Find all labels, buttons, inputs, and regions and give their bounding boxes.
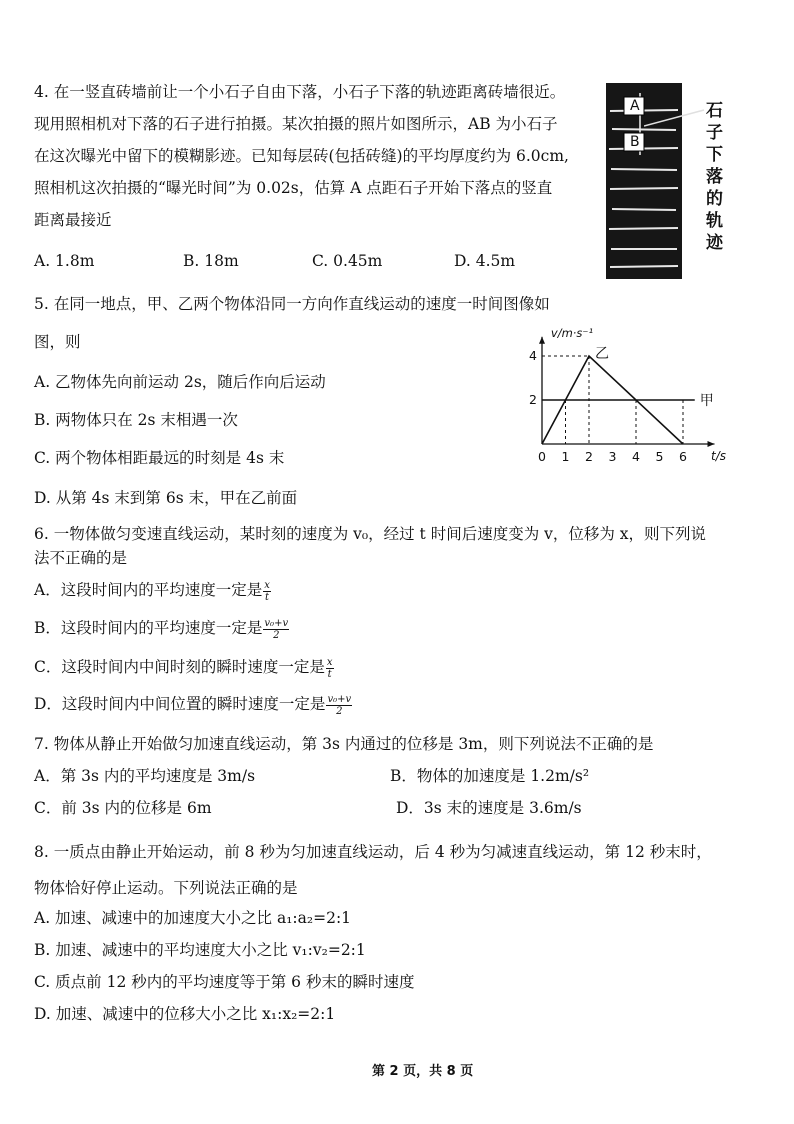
q5-option-b: B. 两物体只在 2s 末相遇一次: [34, 411, 238, 429]
q6-option-a-text: A．这段时间内的平均速度一定是: [34, 581, 263, 599]
q6-option-c-text: C．这段时间内中间时刻的瞬时速度一定是: [34, 658, 325, 676]
q7-option-d: D．3s 末的速度是 3.6m/s: [396, 799, 582, 817]
x-tick-label: 1: [561, 449, 570, 464]
point-a-label: A: [630, 98, 640, 114]
x-tick-label: 6: [679, 449, 687, 464]
q8-line-2: 物体恰好停止运动。下列说法正确的是: [34, 879, 298, 897]
y-tick-label: 4: [529, 348, 537, 363]
q4-line-2: 现用照相机对下落的石子进行拍摄。某次拍摄的照片如图所示，AB 为小石子: [34, 115, 558, 133]
numerator: v₀+v: [264, 617, 289, 629]
x-tick-label: 2: [585, 449, 593, 464]
series-label: 乙: [595, 346, 609, 362]
q4-option-a: A. 1.8m: [34, 252, 95, 270]
q8-option-a: A. 加速、减速中的加速度大小之比 a₁:a₂=2:1: [34, 909, 352, 927]
numerator: x: [326, 656, 333, 668]
q6-option-b: [34, 616, 289, 641]
q4-line-3: 在这次曝光中留下的模糊影迹。已知每层砖(包括砖缝)的平均厚度约为 6.0cm,: [34, 147, 569, 165]
y-axis-label: v/m·s⁻¹: [550, 325, 594, 340]
q7-option-a: A．第 3s 内的平均速度是 3m/s: [34, 767, 256, 785]
velocity-time-graph: [520, 316, 750, 474]
point-b-label: B: [630, 134, 640, 150]
q7-line: 7. 物体从静止开始做匀加速直线运动，第 3s 内通过的位移是 3m，则下列说法不正确的是: [34, 735, 654, 753]
q6-option-a: [34, 578, 271, 603]
q6-option-b-text: B．这段时间内的平均速度一定是: [34, 619, 263, 637]
q8-option-d: D. 加速、减速中的位移大小之比 x₁:x₂=2:1: [34, 1005, 336, 1023]
trajectory-label: 石子下落的轨迹: [706, 101, 723, 253]
x-axis-arrow: [708, 441, 715, 447]
q7-option-c: C．前 3s 内的位移是 6m: [34, 799, 212, 817]
q7-option-b: B．物体的加速度是 1.2m/s²: [390, 767, 590, 785]
fraction: [326, 657, 334, 680]
numerator: x: [264, 579, 270, 591]
x-tick-label: 4: [632, 449, 640, 464]
q4-line-4: 照相机这次拍摄的“曝光时间”为 0.02s，估算 A 点距石子开始下落点的竖直: [34, 179, 553, 197]
q6-option-d: [34, 692, 352, 717]
q6-line-1: 6. 一物体做匀变速直线运动，某时刻的速度为 v₀，经过 t 时间后速度变为 v，位移为 x，则下列说: [34, 525, 707, 543]
q6-line-2: [34, 546, 127, 568]
fraction: [263, 618, 289, 641]
denominator: t: [327, 668, 332, 680]
y-tick-label: 2: [529, 392, 537, 407]
x-tick-label: 3: [608, 449, 617, 464]
q5-line-2: 图，则: [34, 333, 81, 351]
q8-line-1: 8. 一质点由静止开始运动，前 8 秒为匀加速直线运动，后 4 秒为匀减速直线运动，第 12 秒末时，: [34, 843, 712, 861]
x-tick-label: 5: [655, 449, 664, 464]
q4-option-c: C. 0.45m: [312, 252, 383, 270]
denominator: 2: [273, 629, 280, 641]
q5-option-c: C. 两个物体相距最远的时刻是 4s 末: [34, 449, 285, 467]
q4-line-5: 距离最接近: [34, 211, 112, 229]
q6-option-c: [34, 655, 334, 680]
series-label: 甲: [699, 393, 714, 409]
q6-line-2-text: 法不正确的是: [34, 549, 128, 567]
denominator: t: [265, 591, 270, 603]
q8-option-c: C. 质点前 12 秒内的平均速度等于第 6 秒末的瞬时速度: [34, 973, 415, 991]
q5-option-d: D. 从第 4s 末到第 6s 末，甲在乙前面: [34, 489, 298, 507]
q6-option-d-text: D．这段时间内中间位置的瞬时速度一定是: [34, 695, 326, 713]
q5-option-a: A. 乙物体先向前运动 2s，随后作向后运动: [34, 373, 326, 391]
q4-option-b: B. 18m: [183, 252, 239, 270]
denominator: 2: [336, 705, 343, 717]
numerator: v₀+v: [327, 693, 352, 705]
q4-line-1: 4. 在一竖直砖墙前让一个小石子自由下落，小石子下落的轨迹距离砖墙很近。: [34, 83, 566, 101]
y-axis-arrow: [539, 337, 545, 344]
fraction: [263, 580, 271, 603]
q5-line-1: 5. 在同一地点，甲、乙两个物体沿同一方向作直线运动的速度一时间图像如: [34, 295, 550, 313]
x-axis-label: t/s: [711, 449, 726, 463]
figure-pointer: [644, 108, 706, 148]
fraction: [326, 694, 352, 717]
page-footer: 第 2 页，共 8 页: [372, 1064, 474, 1079]
q4-option-d: D. 4.5m: [454, 252, 516, 270]
q8-option-b: B. 加速、减速中的平均速度大小之比 v₁:v₂=2:1: [34, 941, 366, 959]
x-tick-label: 0: [538, 449, 546, 464]
